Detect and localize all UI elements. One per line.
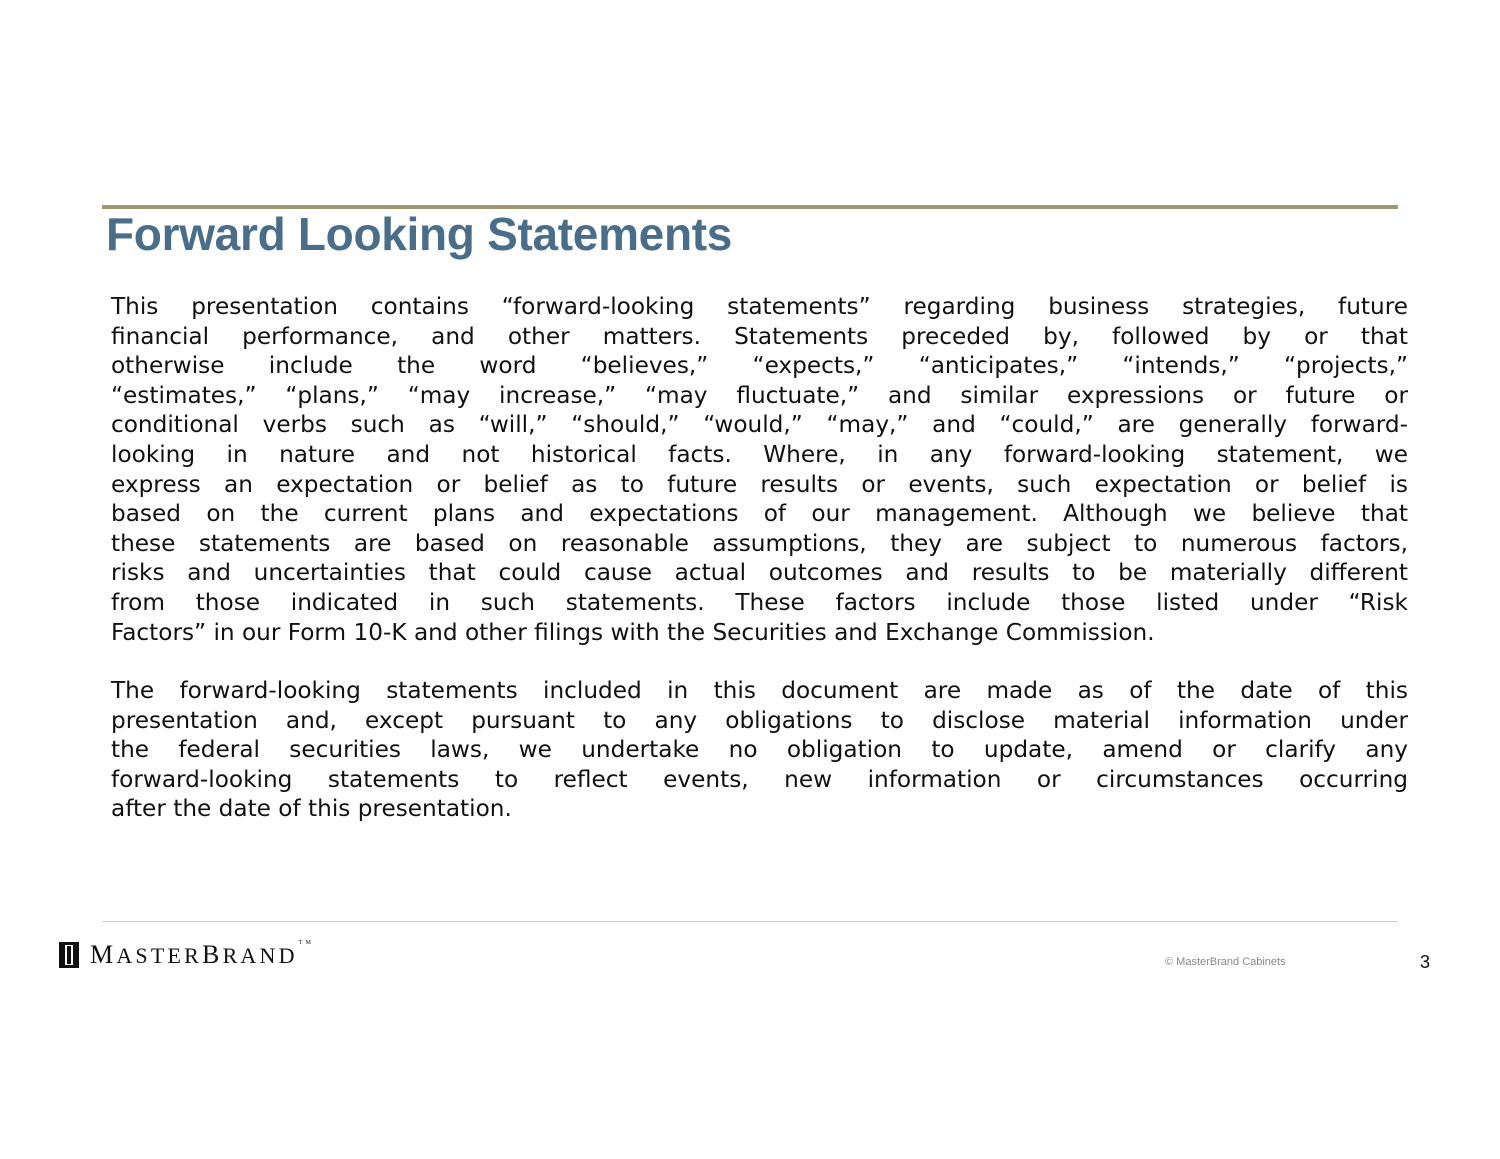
- text-line: after the date of this presentation.: [111, 795, 512, 823]
- page-number: 3: [1420, 952, 1431, 972]
- text-line: based on the current plans and expectations of our management. Although we believe that: [111, 500, 1408, 528]
- text-line: looking in nature and not historical facts. Where, in any forward-looking statement, we: [111, 440, 1408, 468]
- text-line: This presentation contains “forward-looking statements” regarding business strategies, future: [111, 293, 1408, 320]
- copyright: © MasterBrand Cabinets: [1165, 956, 1286, 968]
- text-line: Factors” in our Form 10-K and other filings with the Securities and Exchange Commission.: [111, 618, 1155, 646]
- masterbrand-logo: [58, 940, 314, 970]
- text-line: the federal securities laws, we undertake no obligation to update, amend or clarify any: [111, 736, 1408, 764]
- text-line: conditional verbs such as “will,” “should,” “would,” “may,” and “could,” are generally forward-: [111, 411, 1408, 439]
- paragraph-1: [111, 292, 1408, 647]
- text-line: these statements are based on reasonable assumptions, they are subject to numerous factors,: [111, 529, 1408, 557]
- text-line: presentation and, except pursuant to any obligations to disclose material information under: [111, 706, 1408, 734]
- cabinet-door-icon: [58, 941, 80, 969]
- text-line: forward-looking statements to reflect events, new information or circumstances occurring: [111, 765, 1408, 793]
- text-line: risks and uncertainties that could cause actual outcomes and results to be materially different: [111, 559, 1408, 587]
- text-line: otherwise include the word “believes,” “expects,” “anticipates,” “intends,” “projects,”: [111, 352, 1408, 380]
- text-line: “estimates,” “plans,” “may increase,” “may fluctuate,” and similar expressions or future or: [111, 381, 1408, 409]
- paragraph-2: [111, 676, 1408, 824]
- logo-wordmark: MASTERBRAND™: [90, 940, 315, 969]
- text-line: express an expectation or belief as to future results or events, such expectation or belief is: [111, 470, 1408, 498]
- footer-rule: [102, 921, 1398, 922]
- text-line: financial performance, and other matters. Statements preceded by, followed by or that: [111, 322, 1408, 350]
- text-line: from those indicated in such statements. These factors include those listed under “Risk: [111, 588, 1408, 616]
- text-line: The forward-looking statements included in this document are made as of the date of this: [111, 677, 1408, 704]
- page-title: Forward Looking Statements: [106, 208, 733, 260]
